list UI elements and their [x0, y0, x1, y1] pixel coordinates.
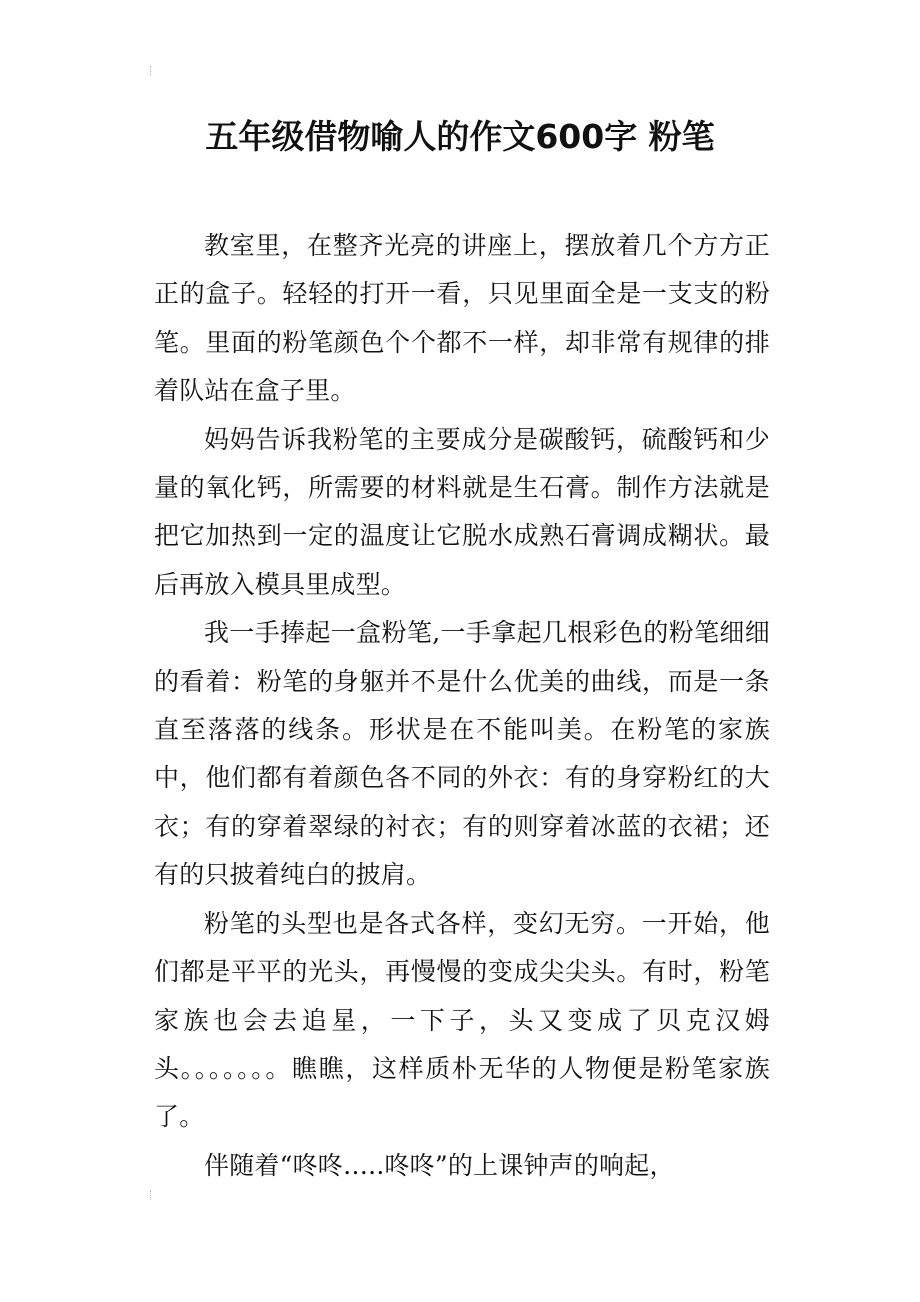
- paragraph-4: 粉笔的头型也是各式各样，变幻无穷。一开始，他们都是平平的光头，再慢慢的变成尖尖头。有时，粉笔家族也会去追星，一下子，头又变成了贝克汉姆头。。。。。。。瞧瞧，这样质朴无华的人物便是粉笔家族了。: [154, 908, 770, 1132]
- scan-mark-bottom: [150, 1190, 155, 1200]
- scan-mark-top: [150, 66, 155, 76]
- paragraph-5: 伴随着“咚咚…..咚咚”的上课钟声的响起，: [204, 1150, 675, 1180]
- document-body: [154, 222, 770, 1190]
- paragraph-2: 妈妈告诉我粉笔的主要成分是碳酸钙，硫酸钙和少量的氧化钙，所需要的材料就是生石膏。制作方法就是把它加热到一定的温度让它脱水成熟石膏调成糊状。最后再放入模具里成型。: [154, 424, 770, 599]
- paragraph-1: 教室里，在整齐光亮的讲座上，摆放着几个方方正正的盒子。轻轻的打开一看，只见里面全是一支支的粉笔。里面的粉笔颜色个个都不一样，却非常有规律的排着队站在盒子里。: [154, 231, 770, 406]
- paragraph-3: 我一手捧起一盒粉笔,一手拿起几根彩色的粉笔细细的看着：粉笔的身躯并不是什么优美的曲线，而是一条直至落落的线条。形状是在不能叫美。在粉笔的家族中，他们都有着颜色各不同的外衣：有的身穿粉红的大衣；有的穿着翠绿的衬衣；有的则穿着冰蓝的衣裙；还有的只披着纯白的披肩。: [154, 618, 770, 890]
- document-title: 五年级借物喻人的作文600字 粉笔: [205, 117, 715, 156]
